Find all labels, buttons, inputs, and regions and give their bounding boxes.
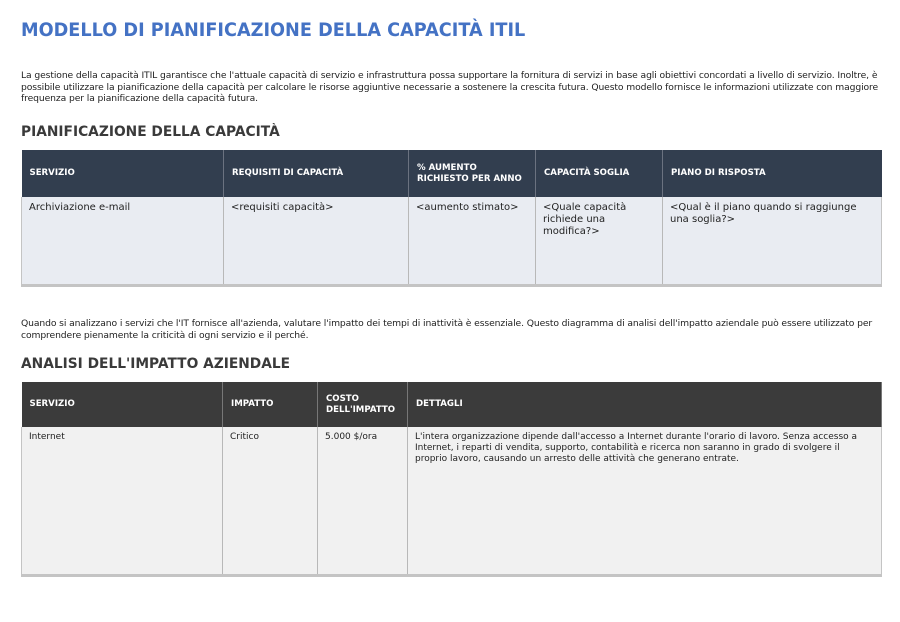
cell-servizio[interactable]: Archiviazione e-mail [22,197,224,285]
capacity-planning-heading: PIANIFICAZIONE DELLA CAPACITÀ [21,124,280,140]
cell-servizio[interactable]: Internet [22,427,223,575]
table-header-row [22,150,882,197]
impact-intro-paragraph: Quando si analizzano i servizi che l'IT fornisce all'azienda, valutare l'impatto dei tempi di inattività è essenziale. Questo diagramma di analisi dell'impatto aziendale può essere utilizzato per comprendere pienamente la criticità di ogni servizio e il perché. [21,318,873,341]
column-header-piano-risposta: PIANO DI RISPOSTA [671,168,766,179]
cell-costo[interactable]: 5.000 $/ora [318,427,408,575]
page-title: MODELLO DI PIANIFICAZIONE DELLA CAPACITÀ ITIL [21,19,526,41]
cell-piano-risposta[interactable]: <Qual è il piano quando si raggiunge una soglia?> [663,197,882,285]
column-header-capacita-soglia: CAPACITÀ SOGLIA [536,150,663,197]
column-header-dettagli: DETTAGLI [408,382,882,427]
column-header-impatto: IMPATTO [223,382,318,427]
column-header-servizio: SERVIZIO [22,382,223,427]
cell-requisiti[interactable]: <requisiti capacità> [224,197,409,285]
cell-dettagli[interactable]: L'intera organizzazione dipende dall'accesso a Internet durante l'orario di lavoro. Senza accesso a Internet, i reparti di vendita, supporto, contabilità e ricerca non saranno in grado di svolgere il proprio lavoro, causando un arresto delle attività che generano entrate. [408,427,882,575]
column-header-requisiti: REQUISITI DI CAPACITÀ [224,150,409,197]
intro-paragraph: La gestione della capacità ITIL garantisce che l'attuale capacità di servizio e infrastruttura possa supportare la fornitura di servizi in base agli obiettivi concordati a livello di servizio. Inoltre, è possibile utilizzare la pianificazione della capacità per calcolare le risorse aggiuntive necessarie a sostenere la crescita futura. Questo modello fornisce le informazioni utilizzate con maggiore frequenza per la pianificazione della capacità futura. [21,70,879,104]
cell-aumento[interactable]: <aumento stimato> [409,197,536,285]
cell-capacita-soglia[interactable]: <Quale capacità richiede una modifica?> [536,197,663,285]
table-header-row [22,382,882,427]
business-impact-heading: ANALISI DELL'IMPATTO AZIENDALE [21,356,291,372]
table-row [22,197,882,285]
business-impact-table [21,382,882,577]
capacity-planning-table [21,150,882,287]
cell-impatto[interactable]: Critico [223,427,318,575]
column-header-aumento: % AUMENTO RICHIESTO PER ANNO [409,150,536,197]
column-header-costo: COSTO DELL'IMPATTO [318,382,408,427]
column-header-servizio: SERVIZIO [22,150,224,197]
table-row [22,427,882,575]
